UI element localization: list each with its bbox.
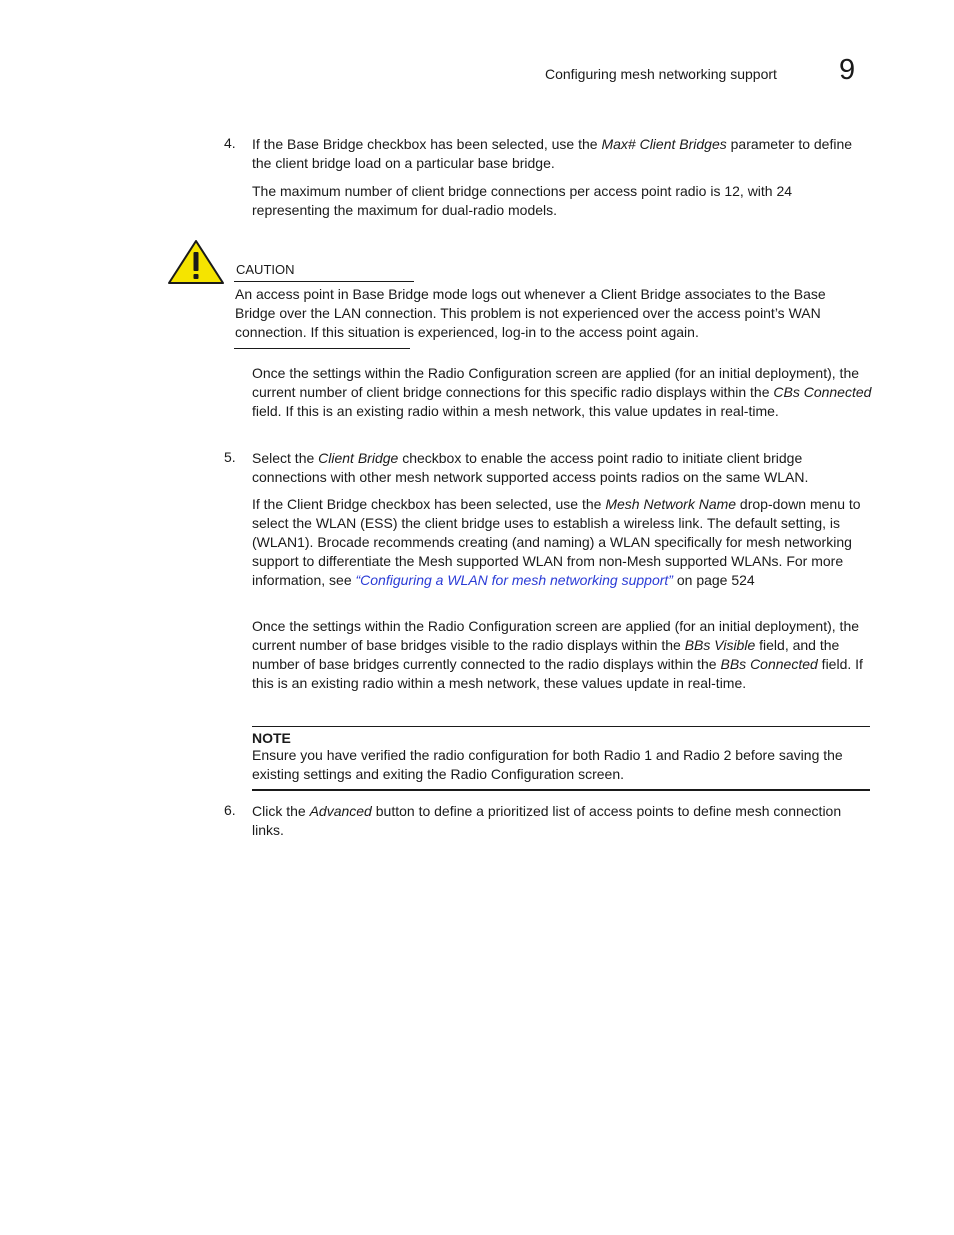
parameter-name: Max# Client Bridges xyxy=(601,136,727,152)
text-run: Click the xyxy=(252,803,310,819)
note-label: NOTE xyxy=(252,730,291,746)
text-run: checkbox to enable the access point radio to initiate client bridge connections with other mesh network supported access points radios on the same WLAN. xyxy=(252,450,809,485)
step5-paragraph-3 xyxy=(252,617,872,693)
text-run: drop-down menu to select the WLAN (ESS) the client bridge uses to establish a wireless link. The default setting, is (WLAN1). Brocade recommends creating (and naming) a WLAN specifically for mesh networking support to differentiate the Mesh supported WLAN from non-Mesh supported WLANs. For more information, see xyxy=(252,496,861,588)
text-run: If the Base Bridge checkbox has been selected, use the xyxy=(252,136,602,152)
post-caution-paragraph xyxy=(252,364,872,421)
text-run: Once the settings within the Radio Configuration screen are applied (for an initial deployment), the current number of client bridge connections for this specific radio displays within the xyxy=(252,365,860,400)
button-name: Advanced xyxy=(309,803,372,819)
chapter-number: 9 xyxy=(839,54,856,86)
text-run: If the Client Bridge checkbox has been selected, use the xyxy=(252,496,606,512)
text-run: Once the settings within the Radio Configuration screen are applied (for an initial deployment), the current number of base bridges visible to the radio displays within the xyxy=(252,618,860,653)
step4-paragraph-2: The maximum number of client bridge connections per access point radio is 12, with 24 representing the maximum for dual-radio models. xyxy=(252,183,793,218)
text-run: on page 524 xyxy=(672,572,755,588)
caution-label: CAUTION xyxy=(236,262,295,277)
caution-divider-top xyxy=(234,281,414,282)
step6-paragraph xyxy=(252,802,872,840)
checkbox-name: Client Bridge xyxy=(318,450,399,466)
text-run: field. If this is an existing radio within a mesh network, this value updates in real-time. xyxy=(252,403,779,419)
step-number-6: 6. xyxy=(224,802,236,818)
note-divider-bottom xyxy=(252,789,870,791)
text-run: field, and the number of base bridges currently connected to the radio displays within the xyxy=(252,637,840,672)
note-divider-top xyxy=(252,726,870,727)
caution-divider-bottom xyxy=(234,348,410,349)
caution-text: An access point in Base Bridge mode logs out whenever a Client Bridge associates to the Base Bridge over the LAN connection. This problem is not experienced over the access point’s WAN connection. If this situation is experienced, log-in to the access point again. xyxy=(235,286,826,340)
text-run: parameter to define the client bridge load on a particular base bridge. xyxy=(252,136,853,171)
caution-warning-icon xyxy=(167,239,225,285)
note-text: Ensure you have verified the radio configuration for both Radio 1 and Radio 2 before saving the existing settings and exiting the Radio Configuration screen. xyxy=(252,747,843,782)
step-number-4: 4. xyxy=(224,135,236,151)
step-number-5: 5. xyxy=(224,449,236,465)
dropdown-name: Mesh Network Name xyxy=(605,496,737,512)
field-name: BBs Visible xyxy=(684,637,756,653)
step5-paragraph-1 xyxy=(252,449,872,487)
text-run: Select the xyxy=(252,450,319,466)
text-run: button to define a prioritized list of access points to define mesh connection links. xyxy=(252,803,842,838)
text-run: field. If this is an existing radio within a mesh network, these values update in real-time. xyxy=(252,656,863,691)
step4-paragraph-1 xyxy=(252,135,872,173)
step5-paragraph-2 xyxy=(252,495,872,590)
field-name: BBs Connected xyxy=(720,656,818,672)
field-name: CBs Connected xyxy=(773,384,872,400)
running-header-title: Configuring mesh networking support xyxy=(545,66,777,82)
cross-reference-link[interactable]: “Configuring a WLAN for mesh networking support” xyxy=(355,572,673,588)
